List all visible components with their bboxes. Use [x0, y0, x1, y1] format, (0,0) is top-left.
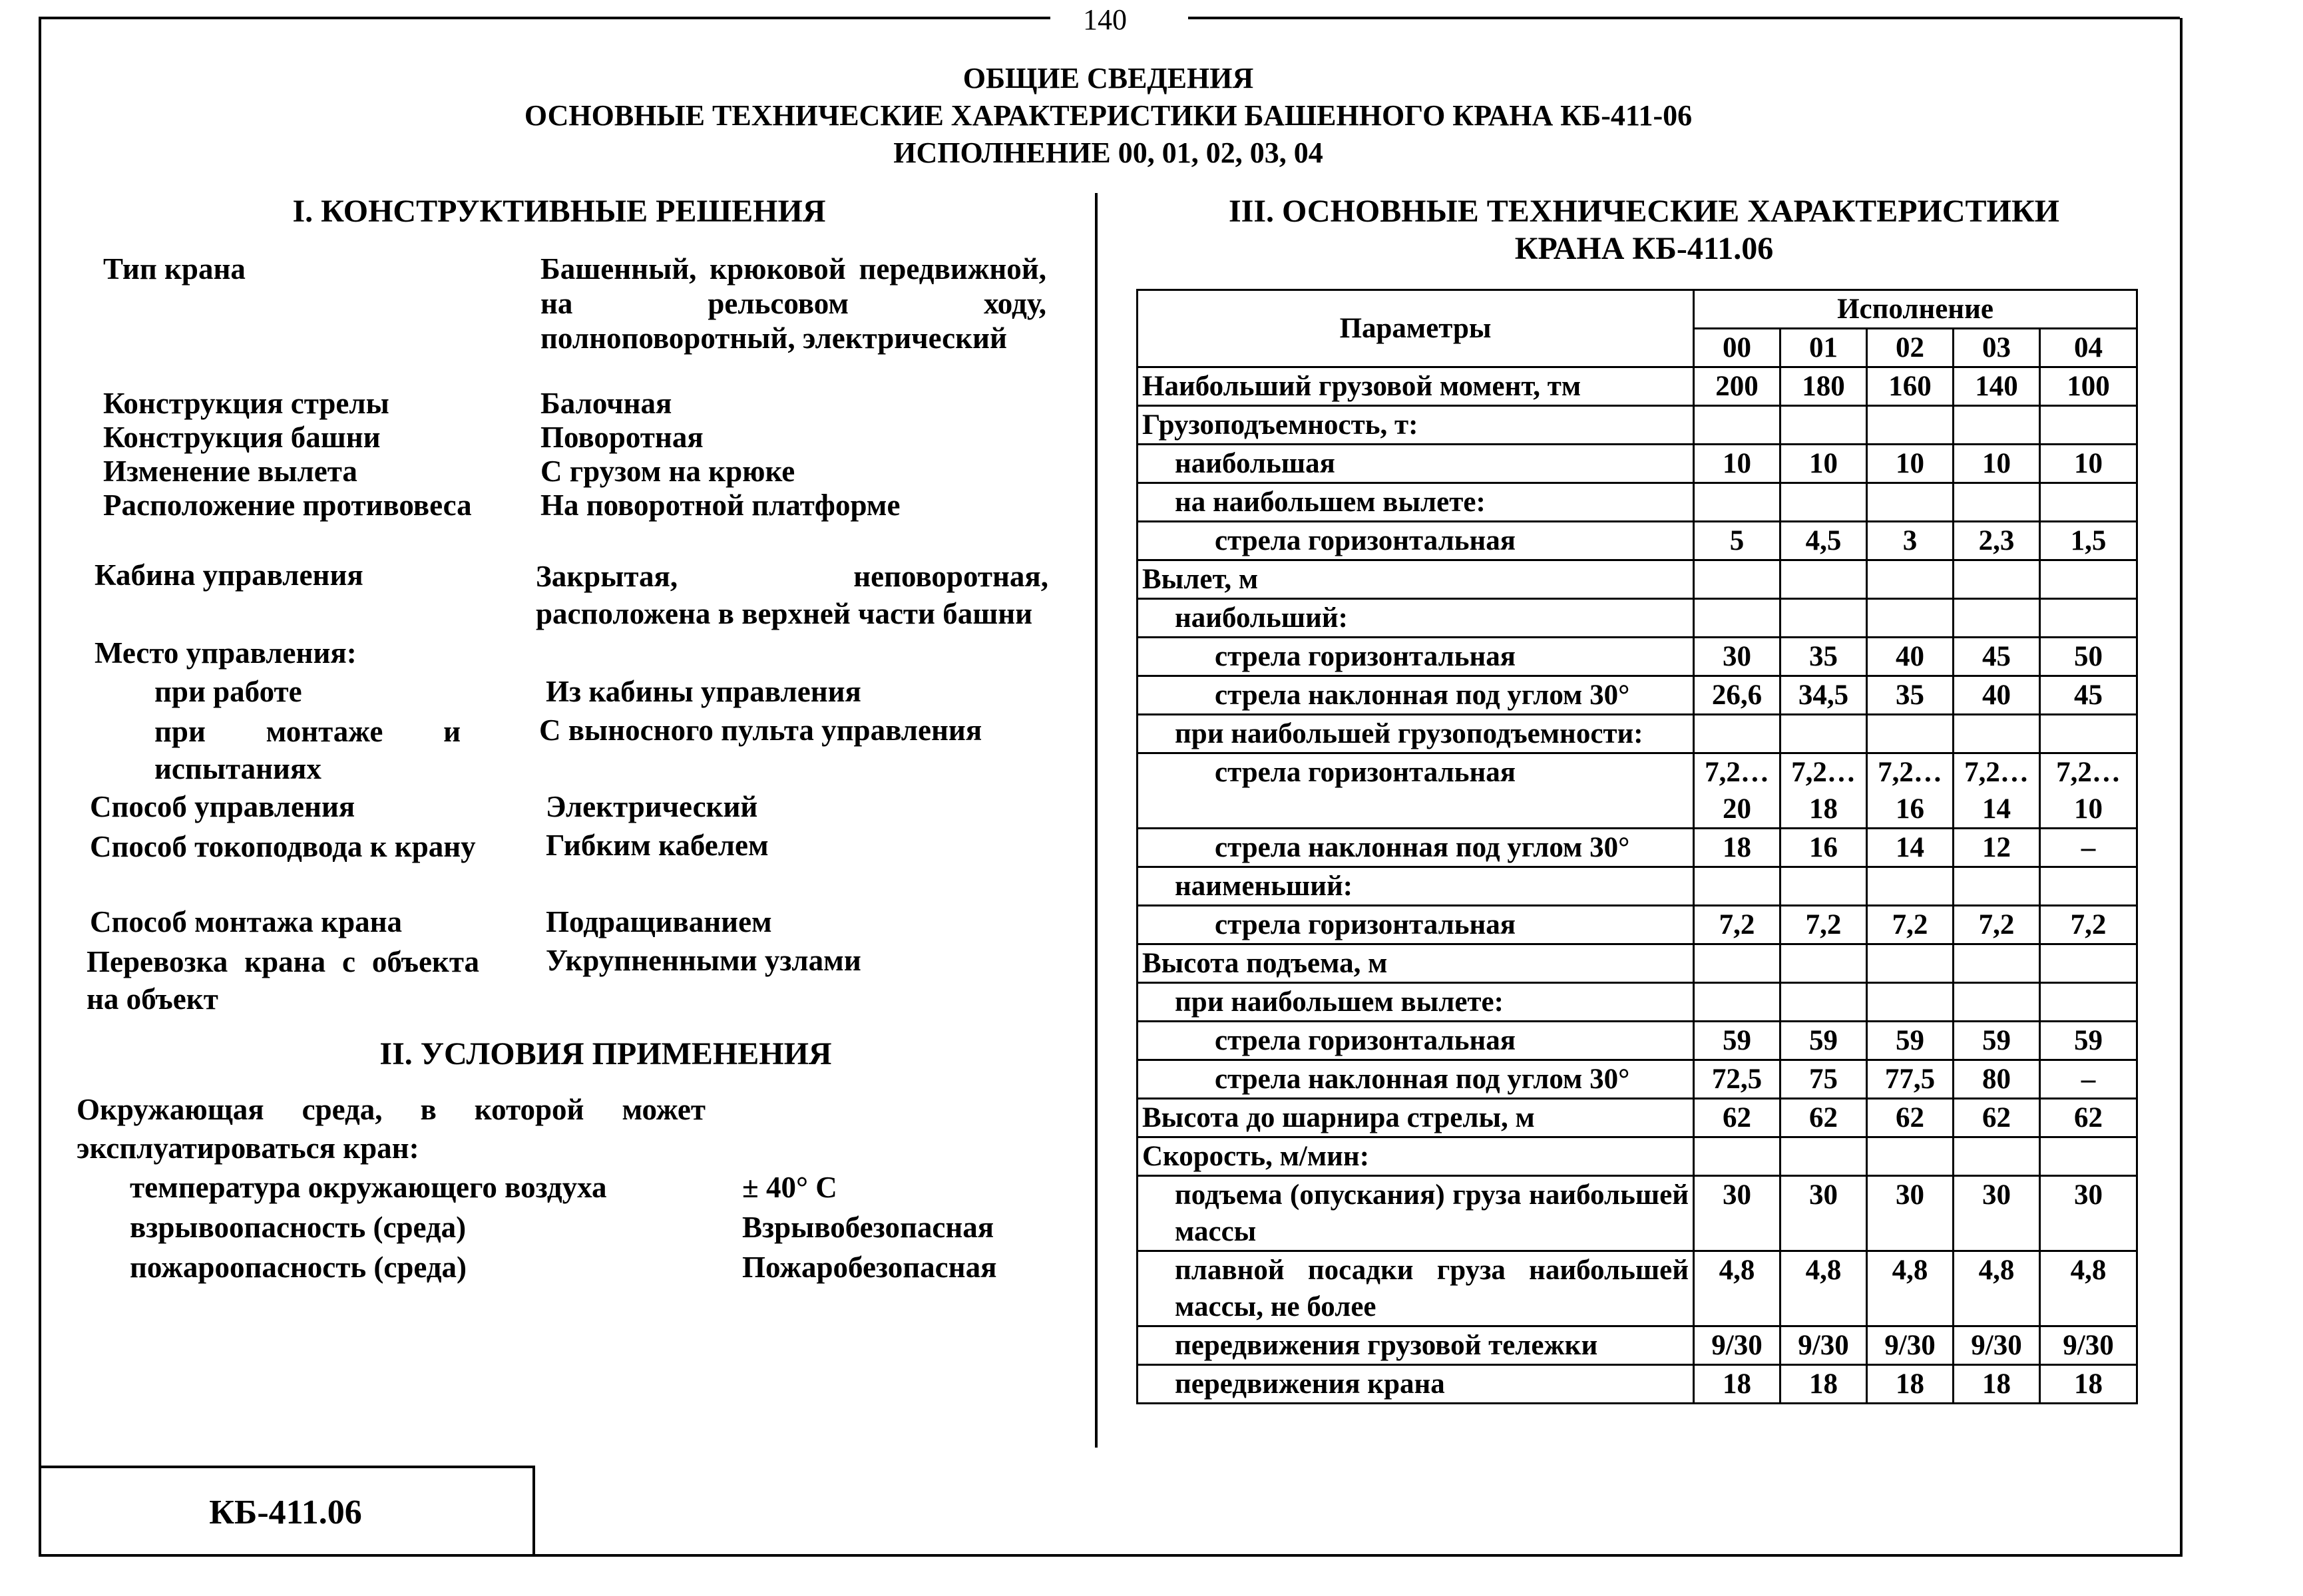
- param-value: 10: [1954, 445, 2040, 483]
- s1-value-7: Из кабины управления: [546, 675, 861, 708]
- param-label: стрела горизонтальная: [1138, 906, 1694, 944]
- param-value: [1780, 406, 1867, 445]
- param-value: –: [2040, 1060, 2137, 1099]
- param-value: 72,5: [1694, 1060, 1780, 1099]
- title-block: [39, 1466, 535, 1557]
- param-value: 45: [1954, 638, 2040, 676]
- param-value: 1,5: [2040, 522, 2137, 560]
- param-value: 10: [2040, 445, 2137, 483]
- param-value: [1954, 983, 2040, 1022]
- param-label: стрела горизонтальная: [1138, 1022, 1694, 1060]
- param-value: [1780, 867, 1867, 906]
- param-header: Параметры: [1138, 290, 1694, 367]
- param-value: 26,6: [1694, 676, 1780, 715]
- s1-label-8: при монтаже и испытаниях: [154, 715, 461, 785]
- section1-title: I. КОНСТРУКТИВНЫЕ РЕШЕНИЯ: [292, 194, 826, 229]
- table-row: [1138, 445, 2137, 483]
- s1-label-9: Способ управления: [90, 790, 355, 823]
- param-value: 59: [1780, 1022, 1867, 1060]
- value-line: 7,2…: [1878, 757, 1942, 788]
- s2-value-1: Взрывобезопасная: [742, 1211, 994, 1244]
- param-value: –: [2040, 829, 2137, 867]
- table-row: [1138, 829, 2137, 867]
- s1-value-2: Поворотная: [540, 421, 704, 454]
- value-line: 7,2…: [1791, 757, 1856, 788]
- param-value: 80: [1954, 1060, 2040, 1099]
- param-label: стрела горизонтальная: [1138, 638, 1694, 676]
- s1-label-3: Изменение вылета: [103, 455, 357, 488]
- param-value: [2040, 483, 2137, 522]
- s2-value-2: Пожаробезопасная: [742, 1251, 997, 1284]
- s1-label-5: Кабина управления: [95, 558, 363, 592]
- param-value: 62: [1780, 1099, 1867, 1137]
- table-row: [1138, 944, 2137, 983]
- s2-intro: Окружающая среда, в которой может эксплуатироваться кран:: [77, 1093, 706, 1165]
- param-value: 77,5: [1867, 1060, 1954, 1099]
- param-value: [1867, 867, 1954, 906]
- param-value: [1867, 1137, 1954, 1176]
- param-value: 45: [2040, 676, 2137, 715]
- column-header: 01: [1780, 329, 1867, 367]
- param-value: [1867, 599, 1954, 638]
- param-value: 62: [1694, 1099, 1780, 1137]
- s1-value-0: Башенный, крюковой передвижной, на рельсовом ходу, полноповоротный, электрический: [540, 252, 1046, 355]
- param-label: стрела горизонтальная: [1138, 753, 1694, 829]
- param-value: 4,8: [1694, 1251, 1780, 1326]
- table-row: [1138, 1137, 2137, 1176]
- table-row: [1138, 1326, 2137, 1365]
- param-value: 18: [1780, 1365, 1867, 1404]
- param-value: [2040, 983, 2137, 1022]
- table-row: [1138, 638, 2137, 676]
- table-row: [1138, 406, 2137, 445]
- param-value: [1694, 715, 1780, 753]
- param-label: стрела горизонтальная: [1138, 522, 1694, 560]
- column-divider: [1095, 193, 1098, 1448]
- section3-title-1: III. ОСНОВНЫЕ ТЕХНИЧЕСКИЕ ХАРАКТЕРИСТИКИ: [1228, 194, 2060, 229]
- param-value: 59: [2040, 1022, 2137, 1060]
- param-label: передвижения крана: [1138, 1365, 1694, 1404]
- value-line: 20: [1723, 793, 1751, 825]
- param-value: [1780, 483, 1867, 522]
- param-value: 180: [1780, 367, 1867, 406]
- param-label: наибольшая: [1138, 445, 1694, 483]
- table-row: [1138, 867, 2137, 906]
- table-row: [1138, 1365, 2137, 1404]
- param-value: [1694, 944, 1780, 983]
- value-line: 7,2…: [2056, 757, 2121, 788]
- table-row: [1138, 1176, 2137, 1251]
- param-label: при наибольшей грузоподъемности:: [1138, 715, 1694, 753]
- param-value: 7,2: [1954, 906, 2040, 944]
- param-value: 9/30: [1954, 1326, 2040, 1365]
- param-value: 4,8: [1780, 1251, 1867, 1326]
- param-value: 14: [1867, 829, 1954, 867]
- s2-value-0: ± 40° С: [742, 1171, 837, 1204]
- table-row: [1138, 599, 2137, 638]
- param-value: [1694, 753, 1780, 829]
- column-header: 02: [1867, 329, 1954, 367]
- param-value: 62: [2040, 1099, 2137, 1137]
- param-label: Скорость, м/мин:: [1138, 1137, 1694, 1176]
- param-value: 9/30: [1780, 1326, 1867, 1365]
- s1-label-0: Тип крана: [103, 252, 246, 286]
- param-value: 35: [1780, 638, 1867, 676]
- s1-label-2: Конструкция башни: [103, 421, 381, 454]
- column-header: 03: [1954, 329, 2040, 367]
- param-value: [1867, 715, 1954, 753]
- param-value: 30: [1780, 1176, 1867, 1251]
- param-value: 9/30: [1867, 1326, 1954, 1365]
- param-value: [1694, 560, 1780, 599]
- s1-value-5: Закрытая, неповоротная, расположена в верхней части башни: [536, 560, 1048, 630]
- table-row: [1138, 753, 2137, 829]
- s1-value-12: Укрупненными узлами: [546, 944, 861, 977]
- param-label: Вылет, м: [1138, 560, 1694, 599]
- param-value: 7,2: [1867, 906, 1954, 944]
- param-value: 18: [1694, 1365, 1780, 1404]
- param-label: стрела наклонная под углом 30°: [1138, 676, 1694, 715]
- param-value: [2040, 560, 2137, 599]
- table-row: [1138, 1022, 2137, 1060]
- param-value: [1954, 599, 2040, 638]
- param-value: [1694, 406, 1780, 445]
- s2-label-2: пожароопасность (среда): [130, 1251, 467, 1284]
- s1-label-11: Способ монтажа крана: [90, 905, 403, 938]
- param-value: 50: [2040, 638, 2137, 676]
- param-value: [1694, 983, 1780, 1022]
- param-value: [1867, 406, 1954, 445]
- param-label: стрела наклонная под углом 30°: [1138, 1060, 1694, 1099]
- param-value: 30: [1694, 1176, 1780, 1251]
- param-label: Наибольший грузовой момент, тм: [1138, 367, 1694, 406]
- param-value: [1780, 983, 1867, 1022]
- param-value: 2,3: [1954, 522, 2040, 560]
- param-value: 18: [2040, 1365, 2137, 1404]
- param-value: [1954, 483, 2040, 522]
- param-label: подъема (опускания) груза наибольшей массы: [1138, 1176, 1694, 1251]
- table-row: [1138, 522, 2137, 560]
- table-row: [1138, 483, 2137, 522]
- param-label: наименьший:: [1138, 867, 1694, 906]
- param-value: 18: [1954, 1365, 2040, 1404]
- param-value: 30: [1694, 638, 1780, 676]
- group-header: Исполнение: [1694, 290, 2137, 329]
- value-line: 7,2…: [1705, 757, 1769, 788]
- param-value: 200: [1694, 367, 1780, 406]
- s1-label-4: Расположение противовеса: [103, 489, 472, 522]
- param-value: 59: [1867, 1022, 1954, 1060]
- table-row: [1138, 676, 2137, 715]
- param-value: [2040, 1137, 2137, 1176]
- param-value: 18: [1694, 829, 1780, 867]
- param-value: [1867, 753, 1954, 829]
- column-header: 00: [1694, 329, 1780, 367]
- param-value: 7,2: [1780, 906, 1867, 944]
- table-row: [1138, 1099, 2137, 1137]
- param-label: Высота подъема, м: [1138, 944, 1694, 983]
- param-value: [2040, 867, 2137, 906]
- param-value: 4,8: [1867, 1251, 1954, 1326]
- param-value: 5: [1694, 522, 1780, 560]
- param-value: 35: [1867, 676, 1954, 715]
- param-value: [1954, 1137, 2040, 1176]
- param-value: [1694, 599, 1780, 638]
- param-value: [1867, 560, 1954, 599]
- s2-label-1: взрывоопасность (среда): [130, 1211, 467, 1244]
- param-value: [1954, 406, 2040, 445]
- table-row: [1138, 560, 2137, 599]
- param-value: [1780, 599, 1867, 638]
- page-number: 140: [1083, 3, 1127, 36]
- param-value: 30: [1954, 1176, 2040, 1251]
- value-line: 10: [2074, 793, 2103, 825]
- param-label: передвижения грузовой тележки: [1138, 1326, 1694, 1365]
- param-value: 3: [1867, 522, 1954, 560]
- header-title-3: ИСПОЛНЕНИЕ 00, 01, 02, 03, 04: [893, 136, 1323, 169]
- param-value: [1867, 483, 1954, 522]
- title-block-label: КБ-411.06: [209, 1494, 362, 1531]
- param-value: 4,5: [1780, 522, 1867, 560]
- param-value: [1954, 944, 2040, 983]
- param-label: стрела наклонная под углом 30°: [1138, 829, 1694, 867]
- param-label: Высота до шарнира стрелы, м: [1138, 1099, 1694, 1137]
- table-row: [1138, 1251, 2137, 1326]
- param-value: [1694, 1137, 1780, 1176]
- param-value: 160: [1867, 367, 1954, 406]
- param-value: [1694, 867, 1780, 906]
- param-value: 100: [2040, 367, 2137, 406]
- param-value: [1780, 1137, 1867, 1176]
- param-value: 4,8: [2040, 1251, 2137, 1326]
- param-value: [1780, 560, 1867, 599]
- column-header: 04: [2040, 329, 2137, 367]
- param-value: 10: [1694, 445, 1780, 483]
- param-value: [1954, 867, 2040, 906]
- param-value: 7,2: [1694, 906, 1780, 944]
- param-value: [1954, 753, 2040, 829]
- param-value: 62: [1954, 1099, 2040, 1137]
- param-label: Грузоподъемность, т:: [1138, 406, 1694, 445]
- param-label: при наибольшем вылете:: [1138, 983, 1694, 1022]
- param-value: 40: [1867, 638, 1954, 676]
- param-value: [2040, 944, 2137, 983]
- param-value: 75: [1780, 1060, 1867, 1099]
- param-value: [2040, 406, 2137, 445]
- param-value: [1780, 944, 1867, 983]
- param-value: [2040, 599, 2137, 638]
- header-title-1: ОБЩИЕ СВЕДЕНИЯ: [962, 62, 1254, 95]
- param-value: [2040, 715, 2137, 753]
- param-value: 30: [2040, 1176, 2137, 1251]
- param-value: 30: [1867, 1176, 1954, 1251]
- param-value: [2040, 753, 2137, 829]
- value-line: 18: [1809, 793, 1838, 825]
- param-label: наибольший:: [1138, 599, 1694, 638]
- param-value: [1867, 983, 1954, 1022]
- param-value: 40: [1954, 676, 2040, 715]
- param-value: 9/30: [2040, 1326, 2137, 1365]
- param-value: 18: [1867, 1365, 1954, 1404]
- table-row: [1138, 715, 2137, 753]
- spec-table: [1136, 289, 2138, 1404]
- param-value: [1867, 944, 1954, 983]
- param-label: на наибольшем вылете:: [1138, 483, 1694, 522]
- s1-label-12: Перевозка крана с объекта на объект: [87, 945, 479, 1016]
- top-rule-right: [1188, 17, 2180, 19]
- param-value: 10: [1867, 445, 1954, 483]
- param-value: [1694, 483, 1780, 522]
- param-value: [1954, 560, 2040, 599]
- param-label: плавной посадки груза наибольшей массы, не более: [1138, 1251, 1694, 1326]
- s1-label-1: Конструкция стрелы: [103, 387, 389, 420]
- table-row: [1138, 983, 2137, 1022]
- param-value: 59: [1954, 1022, 2040, 1060]
- param-value: 9/30: [1694, 1326, 1780, 1365]
- value-line: 14: [1982, 793, 2011, 825]
- header-title-2: ОСНОВНЫЕ ТЕХНИЧЕСКИЕ ХАРАКТЕРИСТИКИ БАШЕННОГО КРАНА КБ-411-06: [524, 99, 1693, 132]
- s1-value-4: На поворотной платформе: [540, 489, 901, 522]
- param-value: [1954, 715, 2040, 753]
- table-row: [1138, 1060, 2137, 1099]
- param-value: 7,2: [2040, 906, 2137, 944]
- param-value: [1780, 753, 1867, 829]
- param-value: 34,5: [1780, 676, 1867, 715]
- param-value: 62: [1867, 1099, 1954, 1137]
- s1-value-1: Балочная: [540, 387, 672, 420]
- s1-value-9: Электрический: [546, 790, 758, 823]
- param-value: 140: [1954, 367, 2040, 406]
- s1-value-3: С грузом на крюке: [540, 455, 795, 488]
- table-row: [1138, 367, 2137, 406]
- param-value: 10: [1780, 445, 1867, 483]
- param-value: [1780, 715, 1867, 753]
- section2-title: II. УСЛОВИЯ ПРИМЕНЕНИЯ: [379, 1036, 832, 1072]
- value-line: 7,2…: [1964, 757, 2029, 788]
- s1-label-6: Место управления:: [95, 636, 357, 670]
- param-value: 4,8: [1954, 1251, 2040, 1326]
- s1-label-10: Способ токоподвода к крану: [90, 830, 476, 863]
- s1-value-8: С выносного пульта управления: [539, 713, 982, 747]
- s1-label-7: при работе: [154, 675, 302, 708]
- param-value: 12: [1954, 829, 2040, 867]
- s2-label-0: температура окружающего воздуха: [130, 1171, 607, 1204]
- param-value: 16: [1780, 829, 1867, 867]
- top-rule-left: [39, 17, 1050, 19]
- s1-value-11: Подращиванием: [546, 905, 772, 938]
- value-line: 16: [1896, 793, 1924, 825]
- table-row: [1138, 906, 2137, 944]
- param-value: 59: [1694, 1022, 1780, 1060]
- section3-title-2: КРАНА КБ-411.06: [1514, 231, 1774, 266]
- s1-value-10: Гибким кабелем: [546, 829, 769, 862]
